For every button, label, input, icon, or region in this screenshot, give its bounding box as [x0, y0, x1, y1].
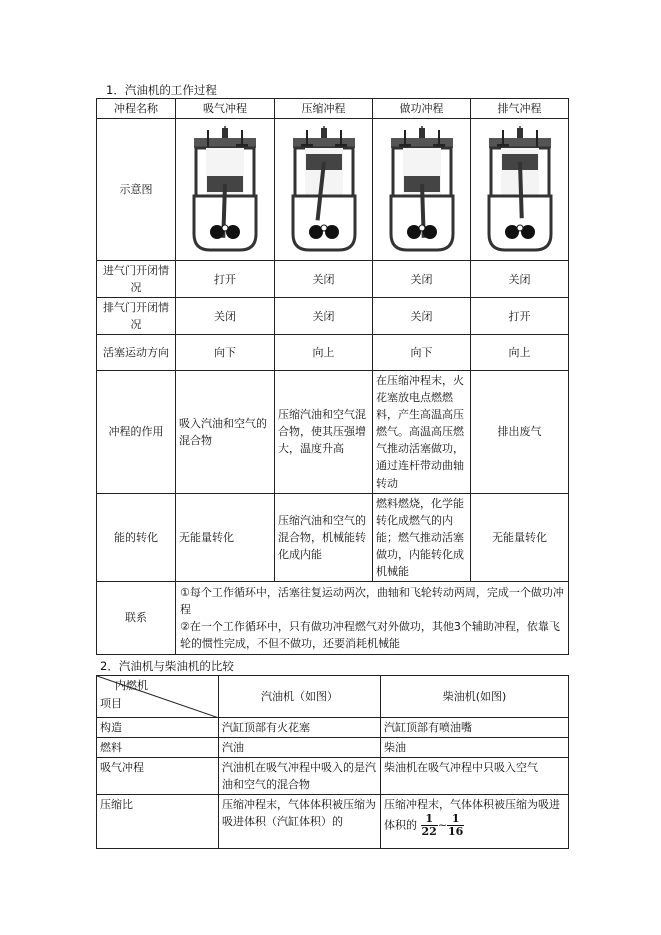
engine-power-illustration — [383, 126, 461, 254]
engine-diagram-power — [373, 119, 471, 261]
compression-ratio-cell — [381, 795, 569, 849]
section2-title: 2．汽油机与柴油机的比较 — [100, 659, 234, 673]
cell: 向上 — [275, 335, 373, 371]
cell: 关闭 — [373, 261, 471, 298]
cell: 关闭 — [176, 298, 275, 335]
header-cell: 压缩冲程 — [275, 99, 373, 119]
row-label: 吸气冲程 — [97, 758, 219, 795]
engine-diagram-compression — [275, 119, 373, 261]
row-label: 进气门开闭情况 — [97, 261, 176, 298]
cell: 压缩汽油和空气的混合物，机械能转化成内能 — [275, 493, 373, 581]
cell: 打开 — [176, 261, 275, 298]
cell: 无能量转化 — [471, 493, 569, 581]
cell: 向下 — [373, 335, 471, 371]
numerator: 1 — [447, 813, 464, 826]
row-label: 示意图 — [97, 119, 176, 261]
cell: 关闭 — [275, 261, 373, 298]
row-label: 燃料 — [97, 738, 219, 758]
link-cell — [176, 581, 569, 654]
corner-top-label: 内燃机 — [115, 679, 148, 692]
cell: 压缩冲程末，气体体积被压缩为吸进体积（汽缸体积）的 — [219, 795, 381, 849]
engine-compression-illustration — [285, 126, 363, 254]
table-row — [97, 298, 569, 335]
header-cell: 做功冲程 — [373, 99, 471, 119]
cell: 向下 — [176, 335, 275, 371]
corner-cell — [97, 676, 219, 718]
cell: 压缩汽油和空气混合物，使其压强增大，温度升高 — [275, 371, 373, 493]
header-row — [97, 99, 569, 119]
row-label: 构造 — [97, 718, 219, 738]
connecting-rod — [520, 162, 522, 218]
crankshaft-icon — [517, 225, 523, 231]
table-row — [97, 371, 569, 493]
fraction-1-22 — [421, 813, 438, 838]
cell: 汽油机在吸气冲程中吸入的是汽油和空气的混合物 — [219, 758, 381, 795]
header-cell: 吸气冲程 — [176, 99, 275, 119]
header-cell: 柴油机(如图) — [381, 676, 569, 718]
denominator: 16 — [448, 825, 464, 839]
row-label: 联系 — [97, 581, 176, 654]
engine-diagram-exhaust — [471, 119, 569, 261]
cell: 汽缸顶部有火花塞 — [219, 718, 381, 738]
corner-bottom-label: 项目 — [100, 697, 122, 710]
cell: 吸入汽油和空气的混合物 — [176, 371, 275, 493]
fraction-1-16 — [447, 813, 464, 838]
cell: 柴油机在吸气冲程中只吸入空气 — [381, 758, 569, 795]
row-label: 压缩比 — [97, 795, 219, 849]
cell: 关闭 — [275, 298, 373, 335]
cell: 打开 — [471, 298, 569, 335]
table-row — [97, 335, 569, 371]
table-row — [97, 738, 569, 758]
engine-diagram-intake — [176, 119, 275, 261]
cell: 无能量转化 — [176, 493, 275, 581]
table-row — [97, 795, 569, 849]
cell: 关闭 — [471, 261, 569, 298]
cell: 燃料燃烧，化学能转化成燃气的内能；燃气推动活塞做功，内能转化成机械能 — [373, 493, 471, 581]
section1-title: 1．汽油机的工作过程 — [106, 83, 217, 97]
cell: 柴油 — [381, 738, 569, 758]
cell: 汽缸顶部有喷油嘴 — [381, 718, 569, 738]
engine-exhaust-illustration — [481, 126, 559, 254]
cell-text: 压缩冲程末，气体体积被压缩为吸进体积的 — [384, 798, 560, 832]
cell: 关闭 — [373, 298, 471, 335]
header-cell: 冲程名称 — [97, 99, 176, 119]
denominator: 22 — [421, 825, 437, 839]
cell: 排出废气 — [471, 371, 569, 493]
comparison-header-row — [97, 676, 569, 718]
numerator: 1 — [421, 813, 438, 826]
cell: 在压缩冲程末，火花塞放电点燃燃料，产生高温高压燃气。高温高压燃气推动活塞做功，通过连杆带动曲轴转动 — [373, 371, 471, 493]
table-row — [97, 758, 569, 795]
crankshaft-icon — [419, 225, 425, 231]
row-label: 能的转化 — [97, 493, 176, 581]
diagram-row — [97, 119, 569, 261]
crankcase — [293, 196, 355, 250]
crankshaft-icon — [321, 225, 327, 231]
ratio-separator: ~ — [437, 818, 448, 832]
table-row — [97, 581, 569, 654]
link-line: ②在一个工作循环中，只有做功冲程燃气对外做功，其他3个辅助冲程，依靠飞轮的惯性完成，不但不做功，还要消耗机械能 — [180, 619, 560, 650]
header-cell: 排气冲程 — [471, 99, 569, 119]
engine-comparison-table — [96, 675, 569, 849]
cell: 向上 — [471, 335, 569, 371]
row-label: 冲程的作用 — [97, 371, 176, 493]
table-row — [97, 493, 569, 581]
table-row — [97, 718, 569, 738]
link-line: ①每个工作循环中，活塞往复运动两次，曲轴和飞轮转动两周，完成一个做功冲程 — [180, 585, 564, 616]
gasoline-engine-table — [96, 98, 569, 655]
header-cell: 汽油机（如图） — [219, 676, 381, 718]
crankshaft-icon — [222, 225, 228, 231]
row-label: 排气门开闭情况 — [97, 298, 176, 335]
table-row — [97, 261, 569, 298]
row-label: 活塞运动方向 — [97, 335, 176, 371]
cell: 汽油 — [219, 738, 381, 758]
engine-intake-illustration — [186, 126, 264, 254]
